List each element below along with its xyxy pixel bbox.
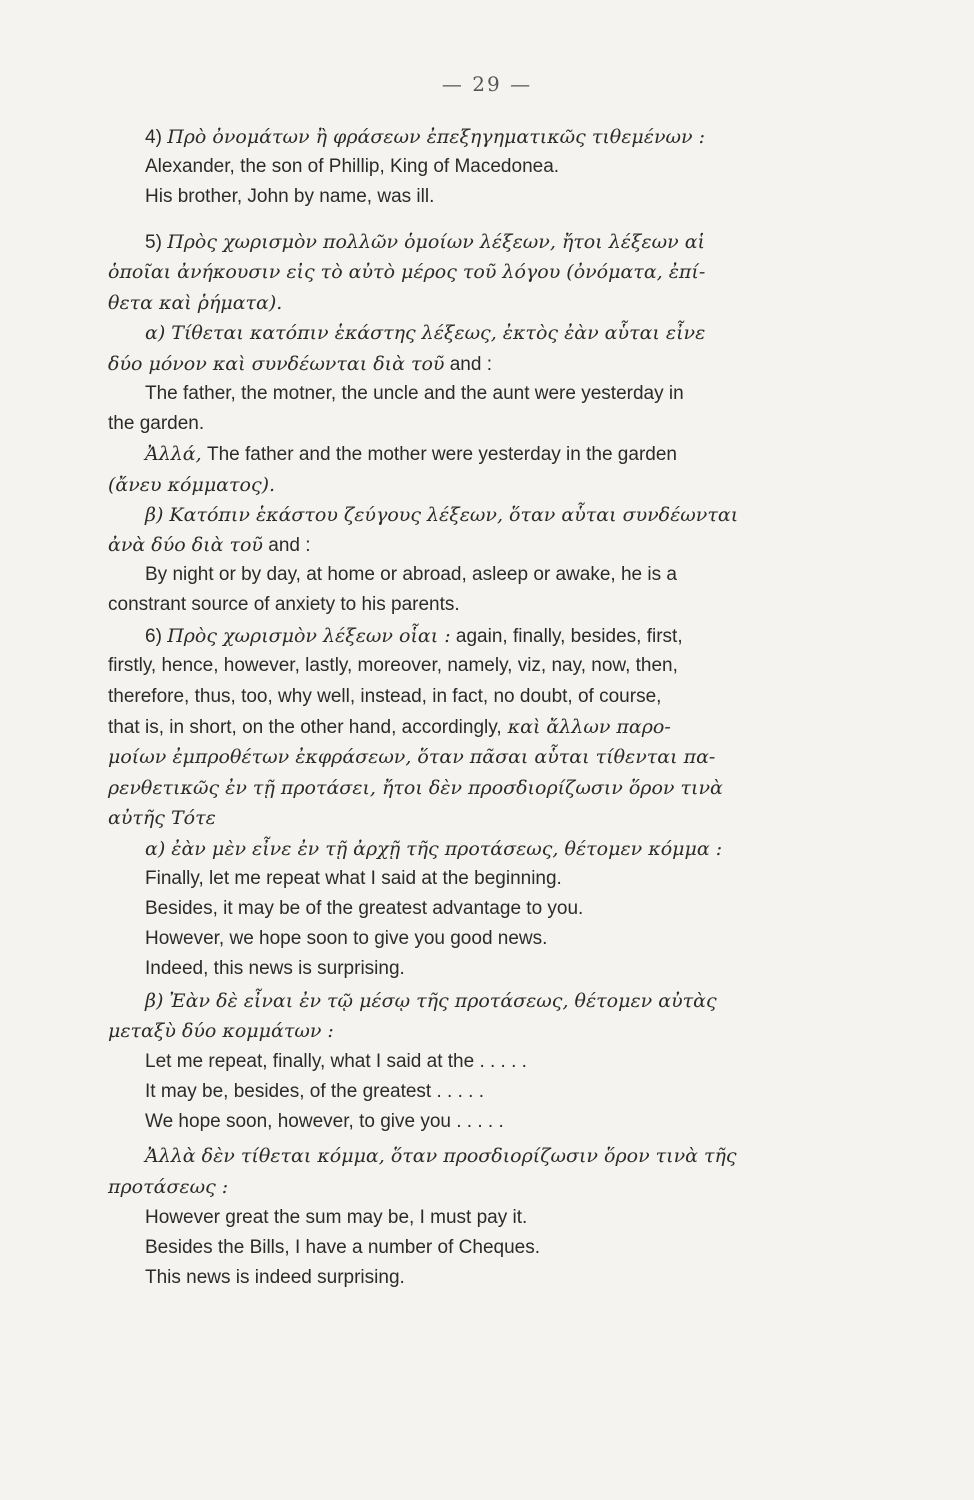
text-line xyxy=(145,182,830,212)
greek-text: Πρὸς χωρισμὸν λέξεων οἷαι : xyxy=(167,625,451,647)
text-line xyxy=(108,682,830,712)
greek-text: αὐτῆς Τότε xyxy=(108,807,216,829)
line-content xyxy=(145,323,705,344)
line-content xyxy=(145,958,405,979)
english-text: It may be, besides, of the greatest . . . . . xyxy=(145,1081,485,1102)
english-text: constrant source of anxiety to his parents. xyxy=(108,594,460,615)
text-line xyxy=(145,1047,830,1077)
line-content xyxy=(145,626,683,647)
line-content xyxy=(108,594,460,615)
text-line xyxy=(145,1233,830,1263)
line-content xyxy=(145,232,705,253)
text-line xyxy=(108,1016,830,1047)
text-line xyxy=(108,651,830,681)
greek-text: ὁποῖαι ἀνήκουσιν εἰς τὸ αὐτὸ μέρος τοῦ λόγου (ὀνόματα, ἐπί- xyxy=(108,261,706,283)
item-number: 4) xyxy=(145,127,168,148)
text-line xyxy=(145,834,830,865)
line-content xyxy=(108,354,492,375)
line-content xyxy=(108,778,723,799)
line-content xyxy=(145,444,677,465)
text-line xyxy=(145,986,830,1017)
text-line xyxy=(145,318,830,349)
text-line xyxy=(108,742,830,773)
line-content xyxy=(145,1111,504,1132)
english-text: therefore, thus, too, why well, instead, in fact, no doubt, of course, xyxy=(108,686,662,707)
greek-text: β) Κατόπιν ἑκάστου ζεύγους λέξεων, ὅταν αὗται συνδέωνται xyxy=(145,504,739,526)
english-text: that is, in short, on the other hand, accordingly, xyxy=(108,717,502,738)
greek-text: Ἀλλά, xyxy=(145,443,202,465)
greek-text: α) ἐὰν μὲν εἶνε ἐν τῇ ἀρχῇ τῆς προτάσεως, θέτομεν κόμμα : xyxy=(145,838,723,860)
greek-text: β) Ἐὰν δὲ εἶναι ἐν τῷ μέσῳ τῆς προτάσεως, θέτομεν αὐτὰς xyxy=(145,990,717,1012)
line-content xyxy=(145,564,677,585)
greek-text: μοίων ἐμπροθέτων ἐκφράσεων, ὅταν πᾶσαι αὗται τίθενται πα- xyxy=(108,746,716,768)
greek-text: Πρὸ ὀνομάτων ἢ φράσεων ἐπεξηγηματικῶς τιθεμένων : xyxy=(167,126,705,148)
text-line xyxy=(145,894,830,924)
english-text: the garden. xyxy=(108,413,205,434)
line-content xyxy=(145,383,684,404)
english-text: We hope soon, however, to give you . . . . . xyxy=(145,1111,504,1132)
line-content xyxy=(145,1267,405,1288)
english-text: Besides the Bills, I have a number of Cheques. xyxy=(145,1237,541,1258)
english-text: Alexander, the son of Phillip, King of Macedonea. xyxy=(145,156,560,177)
text-line xyxy=(108,773,830,804)
line-content xyxy=(145,1081,484,1102)
text-line xyxy=(108,409,830,439)
text-line xyxy=(145,924,830,954)
text-line xyxy=(108,349,830,380)
line-content xyxy=(108,1177,228,1198)
english-text: However great the sum may be, I must pay it. xyxy=(145,1207,528,1228)
english-text: Let me repeat, finally, what I said at the . . . . . xyxy=(145,1051,527,1072)
english-text: and : xyxy=(444,354,492,375)
text-line xyxy=(145,439,830,470)
line-content xyxy=(108,686,661,707)
text-line xyxy=(145,954,830,984)
line-content xyxy=(145,186,434,207)
text-line xyxy=(145,1141,830,1172)
line-content xyxy=(108,717,671,738)
text-line xyxy=(108,470,830,501)
item-number: 5) xyxy=(145,232,168,253)
greek-text: δύο μόνον καὶ συνδέωνται διὰ τοῦ xyxy=(108,353,445,375)
greek-text: καὶ ἄλλων παρο- xyxy=(501,716,671,738)
text-line xyxy=(145,1077,830,1107)
text-line xyxy=(145,864,830,894)
line-content xyxy=(145,1237,540,1258)
text-line xyxy=(145,227,830,258)
line-content xyxy=(145,156,559,177)
english-text: Indeed, this news is surprising. xyxy=(145,958,405,979)
greek-text: θετα καὶ ῥήματα). xyxy=(108,292,283,314)
text-line xyxy=(108,257,830,288)
english-text: The father, the motner, the uncle and the aunt were yesterday in xyxy=(145,383,684,404)
greek-text: Ἀλλὰ δὲν τίθεται κόμμα, ὅταν προσδιορίζωσιν ὅρον τινὰ τῆς xyxy=(145,1145,737,1167)
english-text: However, we hope soon to give you good news. xyxy=(145,928,548,949)
line-content xyxy=(108,1021,334,1042)
line-content xyxy=(108,262,705,283)
greek-text: μεταξὺ δύο κομμάτων : xyxy=(108,1020,334,1042)
line-content xyxy=(145,868,562,889)
line-content xyxy=(145,898,583,919)
greek-text: (ἄνευ κόμματος). xyxy=(108,474,276,496)
text-line xyxy=(145,152,830,182)
english-text: This news is indeed surprising. xyxy=(145,1267,405,1288)
english-text: Besides, it may be of the greatest advantage to you. xyxy=(145,898,584,919)
text-line xyxy=(145,1107,830,1137)
greek-text: ρενθετικῶς ἐν τῇ προτάσει, ἤτοι δὲν προσδιορίζωσιν ὅρον τινὰ xyxy=(108,777,723,799)
text-line xyxy=(108,803,830,834)
text-line xyxy=(145,1203,830,1233)
greek-text: α) Τίθεται κατόπιν ἑκάστης λέξεως, ἐκτὸς ἐὰν αὗται εἶνε xyxy=(145,322,706,344)
text-line xyxy=(145,500,830,531)
line-content xyxy=(145,1051,527,1072)
text-line xyxy=(108,1172,830,1203)
text-line xyxy=(108,288,830,319)
line-content xyxy=(108,535,311,556)
line-content xyxy=(145,928,547,949)
english-text: The father and the mother were yesterday in the garden xyxy=(201,444,677,465)
greek-text: προτάσεως : xyxy=(108,1176,229,1198)
text-line xyxy=(145,122,830,153)
line-content xyxy=(145,1146,737,1167)
line-content xyxy=(108,475,275,496)
line-content xyxy=(145,1207,527,1228)
english-text: again, finally, besides, first, xyxy=(450,626,683,647)
line-content xyxy=(145,505,738,526)
english-text: and : xyxy=(262,535,311,556)
greek-text: ἀνὰ δύο διὰ τοῦ xyxy=(108,534,263,556)
line-content xyxy=(108,747,715,768)
text-line xyxy=(145,1263,830,1293)
item-number: 6) xyxy=(145,626,168,647)
line-content xyxy=(108,808,216,829)
line-content xyxy=(108,413,204,434)
line-content xyxy=(145,991,717,1012)
text-line xyxy=(108,712,830,743)
text-line xyxy=(145,560,830,590)
line-content xyxy=(108,655,678,676)
page-number: — 29 — xyxy=(441,72,533,96)
greek-text: Πρὸς χωρισμὸν πολλῶν ὁμοίων λέξεων, ἤτοι λέξεων αἱ xyxy=(167,231,705,253)
text-line xyxy=(108,530,830,561)
text-line xyxy=(145,379,830,409)
english-text: Finally, let me repeat what I said at the beginning. xyxy=(145,868,562,889)
line-content xyxy=(108,293,282,314)
english-text: firstly, hence, however, lastly, moreover, namely, viz, nay, now, then, xyxy=(108,655,678,676)
english-text: By night or by day, at home or abroad, asleep or awake, he is a xyxy=(145,564,677,585)
line-content xyxy=(145,839,722,860)
text-line xyxy=(108,590,830,620)
english-text: His brother, John by name, was ill. xyxy=(145,186,435,207)
text-line xyxy=(145,621,830,652)
line-content xyxy=(145,127,705,148)
